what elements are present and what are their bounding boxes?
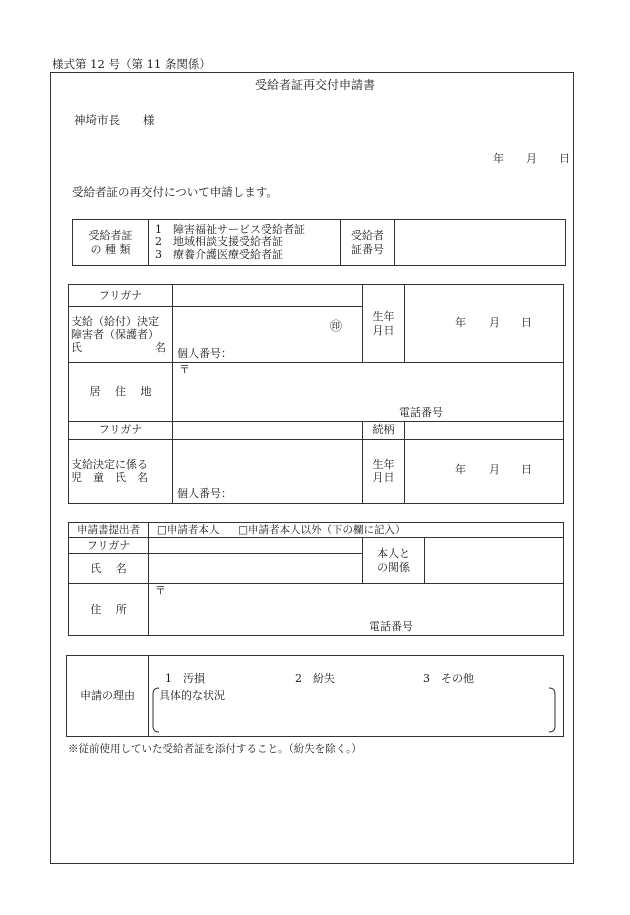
- intro-text: 受給者証の再交付について申請します。: [72, 185, 278, 199]
- option-self-checkbox[interactable]: □申請者本人: [157, 523, 220, 536]
- reason-option-text: 汚損: [183, 672, 205, 685]
- relation-field[interactable]: [405, 421, 564, 439]
- seal-icon: ㊞: [329, 319, 342, 334]
- date-month-label: 月: [526, 152, 537, 165]
- applicant-birth-label: [363, 285, 405, 363]
- birth-label-line1: 生年: [372, 309, 395, 323]
- birth-day-label: 日: [521, 315, 532, 329]
- submitter-header-label: 申請書提出者: [69, 523, 149, 538]
- postal-mark: 〒: [179, 363, 190, 377]
- child-furigana-label: フリガナ: [69, 421, 173, 439]
- name-label-mei: 名: [155, 341, 166, 355]
- child-birth-label-line2: 月日: [372, 471, 395, 485]
- submitter-table: [68, 522, 564, 636]
- child-my-number-label: 個人番号：: [177, 487, 232, 501]
- submitter-postal-mark: 〒: [155, 584, 166, 598]
- reason-option-num: 3: [423, 672, 430, 685]
- option-num: 1: [155, 222, 162, 236]
- cert-number-label-line1: 受給者: [351, 228, 384, 242]
- applicant-furigana-label: フリガナ: [69, 285, 173, 307]
- submitter-address-field[interactable]: [149, 584, 564, 636]
- reason-option-num: 1: [165, 672, 172, 685]
- applicant-name-label: [69, 307, 173, 363]
- date-year-label: 年: [493, 152, 504, 165]
- applicant-birth-field[interactable]: [405, 285, 564, 363]
- cert-number-field[interactable]: [395, 220, 566, 266]
- submitter-relation-label: [363, 538, 425, 584]
- child-name-label-line1: 支給決定に係る: [71, 458, 148, 472]
- cert-number-label-line2: 証番号: [351, 242, 384, 256]
- address-label: 居 住 地: [69, 363, 173, 421]
- cert-type-label: [73, 220, 149, 266]
- submitter-name-label: 氏 名: [69, 554, 149, 584]
- submitter-furigana-field[interactable]: [149, 538, 363, 554]
- child-name-label-line2: 児 童 氏 名: [71, 471, 148, 485]
- reason-detail-label: 具体的な状況: [159, 689, 225, 702]
- footnote: ※従前使用していた受給者証を添付すること。（紛失を除く。）: [68, 743, 362, 755]
- reason-table: [66, 655, 564, 737]
- child-birth-label: [363, 439, 405, 503]
- submitter-furigana-label: フリガナ: [69, 538, 149, 554]
- cert-type-label-line2: の 種 類: [90, 242, 131, 256]
- submitter-address-label: 住 所: [69, 584, 149, 636]
- child-birth-month-label: 月: [489, 463, 500, 477]
- form-title: 受給者証再交付申請書: [254, 78, 375, 92]
- cert-type-table: [72, 219, 566, 266]
- name-label-line2: 障害者（保護者）: [71, 328, 159, 342]
- option-num: 3: [155, 247, 162, 261]
- applicant-furigana-field[interactable]: [173, 285, 363, 307]
- phone-label: 電話番号: [399, 405, 443, 419]
- relation-label-line1: 本人と: [377, 546, 410, 560]
- option-text: 療養介護医療受給者証: [173, 247, 283, 261]
- reason-label: 申請の理由: [67, 656, 149, 737]
- child-name-field[interactable]: [173, 439, 363, 503]
- child-furigana-field[interactable]: [173, 421, 363, 439]
- option-other-checkbox[interactable]: □申請者本人以外（下の欄に記入）: [238, 523, 406, 536]
- name-label-line1: 支給（給付）決定: [71, 314, 159, 328]
- submitter-phone-label: 電話番号: [369, 620, 413, 634]
- submitter-options: [149, 523, 564, 538]
- applicant-table: [68, 284, 564, 504]
- child-name-label: [69, 439, 173, 503]
- reason-field[interactable]: [149, 656, 564, 737]
- child-birth-label-line1: 生年: [372, 457, 395, 471]
- cert-type-label-line1: 受給者証: [88, 228, 133, 242]
- child-birth-field[interactable]: [405, 439, 564, 503]
- reason-option-1[interactable]: [165, 672, 205, 686]
- reason-option-text: その他: [441, 672, 474, 685]
- option-text: 地域相談支援受給者証: [173, 235, 283, 249]
- form-number: 様式第 12 号（第 11 条関係）: [52, 57, 211, 71]
- option-num: 2: [155, 235, 162, 249]
- addressee: 神埼市長 様: [74, 113, 155, 127]
- name-label-shi: 氏: [71, 341, 82, 355]
- my-number-label: 個人番号：: [177, 346, 232, 360]
- reason-option-num: 2: [295, 672, 302, 685]
- reason-option-2[interactable]: [295, 672, 335, 686]
- address-field[interactable]: [173, 363, 564, 421]
- child-birth-year-label: 年: [455, 463, 466, 477]
- submitter-relation-field[interactable]: [425, 538, 564, 584]
- date-day-label: 日: [559, 152, 570, 165]
- reason-option-3[interactable]: [423, 672, 474, 686]
- child-birth-day-label: 日: [521, 463, 532, 477]
- submitter-name-field[interactable]: [149, 554, 363, 584]
- relation-label-line2: の関係: [377, 560, 410, 574]
- relation-label: 続柄: [363, 421, 405, 439]
- birth-month-label: 月: [489, 315, 500, 329]
- cert-type-options[interactable]: [149, 220, 341, 266]
- applicant-name-field[interactable]: [173, 307, 363, 363]
- reason-option-text: 紛失: [313, 672, 335, 685]
- birth-label-line2: 月日: [372, 323, 395, 337]
- birth-year-label: 年: [455, 315, 466, 329]
- reason-bracket: [151, 686, 557, 734]
- cert-type-option[interactable]: [155, 249, 340, 262]
- option-text: 障害福祉サービス受給者証: [173, 222, 305, 236]
- cert-number-label: [341, 220, 395, 266]
